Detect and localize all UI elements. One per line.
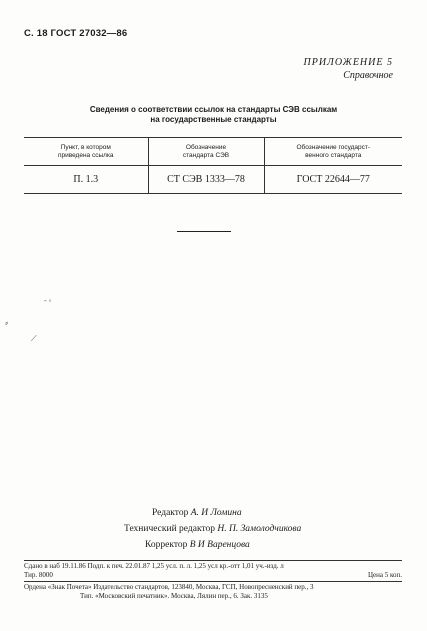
appendix-label bbox=[304, 56, 394, 82]
printer-line: Тип. «Московский печатник». Москва, Лялин пер., 6. Зак. 3135 bbox=[80, 592, 268, 600]
credit-name: Н. П. Замолодчикова bbox=[217, 524, 302, 534]
print-info-text: Сдано в наб 19.11.86 Подп. к печ. 22.01.87 1,25 усл. п. л. 1,25 усл кр.-отт 1,01 уч.-изд. л bbox=[24, 562, 284, 570]
print-info bbox=[24, 560, 402, 582]
appendix-title: ПРИЛОЖЕНИЕ 5 bbox=[303, 57, 393, 68]
credit-name: В И Варенцова bbox=[189, 540, 250, 550]
cell-cmea-standard: СТ СЭВ 1333—78 bbox=[148, 166, 264, 194]
scan-mark: ⟋ bbox=[31, 334, 37, 343]
credit-editor bbox=[124, 505, 301, 521]
price: Цена 5 коп. bbox=[367, 571, 402, 579]
header-line: Пункт, в котором bbox=[60, 143, 111, 151]
table-row bbox=[24, 166, 402, 194]
appendix-note: Справочное bbox=[343, 70, 393, 81]
publisher-line: Ордена «Знак Почета» Издательство стандартов, 123840, Москва, ГСП, Новопресненский пер., 3 bbox=[24, 583, 314, 591]
print-info-line-1 bbox=[24, 562, 402, 571]
table-header-row bbox=[24, 138, 402, 166]
credit-name: А. И Ломина bbox=[190, 508, 242, 518]
scan-mark: ⸗ bbox=[5, 318, 9, 329]
divider-line bbox=[177, 231, 231, 232]
credits-block bbox=[124, 505, 301, 553]
column-header-cmea-standard bbox=[148, 138, 264, 166]
print-info-line-2 bbox=[24, 571, 402, 580]
header-line: стандарта СЭВ bbox=[182, 151, 230, 159]
column-header-state-standard bbox=[264, 138, 402, 166]
header-line: венного стандарта bbox=[305, 151, 362, 159]
print-run: Тир. 8000 bbox=[24, 571, 53, 579]
header-line: Обозначение bbox=[185, 143, 227, 151]
header-line: приведена ссылка bbox=[57, 151, 114, 159]
credit-role: Редактор bbox=[152, 508, 189, 518]
section-title-line-1: Сведения о соответствии ссылок на стандарты СЭВ ссылкам bbox=[89, 105, 338, 114]
reference-table bbox=[24, 137, 402, 194]
section-title-line-2: на государственные стандарты bbox=[150, 115, 277, 124]
credit-role: Технический редактор bbox=[124, 524, 215, 534]
page-header: С. 18 ГОСТ 27032—86 bbox=[24, 28, 128, 39]
cell-clause: П. 1.3 bbox=[24, 166, 148, 194]
publisher-footer bbox=[24, 583, 402, 601]
header-line: Обозначение государст- bbox=[296, 143, 371, 151]
section-title bbox=[0, 105, 427, 125]
credit-technical-editor bbox=[124, 521, 301, 537]
column-header-clause bbox=[24, 138, 148, 166]
credit-proofreader bbox=[124, 537, 301, 553]
cell-state-standard: ГОСТ 22644—77 bbox=[264, 166, 402, 194]
scan-mark: - ◦ bbox=[44, 296, 52, 305]
credit-role: Корректор bbox=[145, 540, 188, 550]
